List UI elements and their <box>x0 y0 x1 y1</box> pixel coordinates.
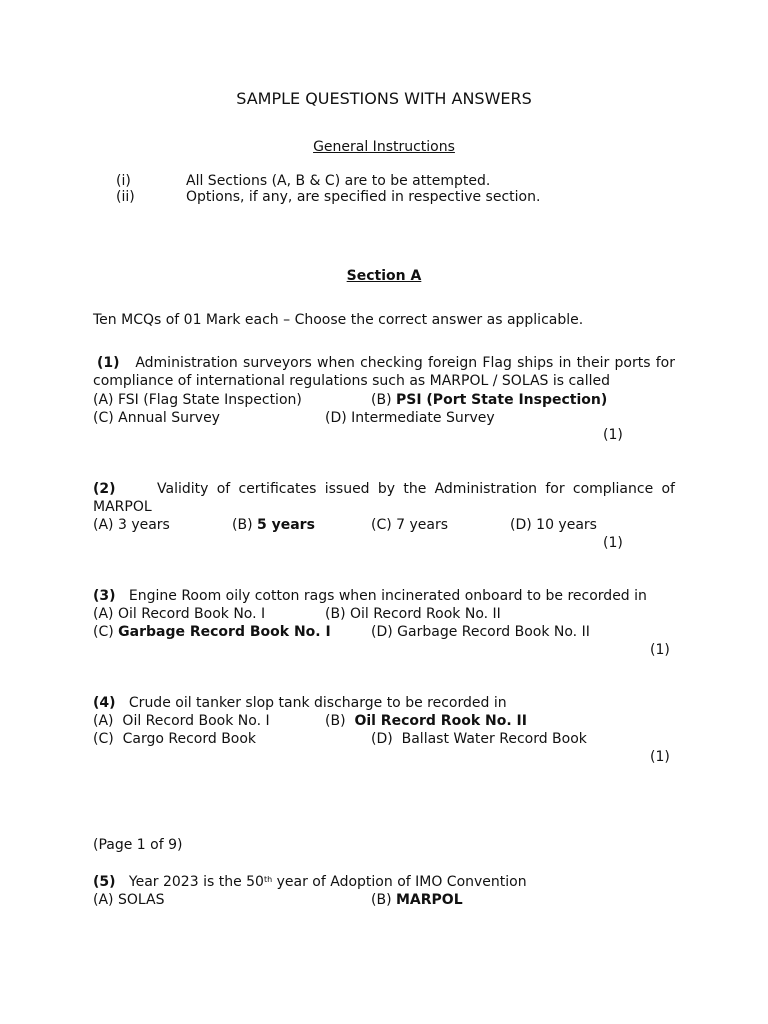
question-1-option-b-correct <box>371 391 607 409</box>
option-label: (B) <box>371 892 392 908</box>
question-3-option-c-correct <box>93 623 331 641</box>
option-text: Cargo Record Book <box>122 731 257 747</box>
question-5-stem <box>93 873 527 891</box>
question-3-number: (3) <box>93 588 116 604</box>
option-label: (C) <box>93 731 114 747</box>
option-label: (D) <box>510 517 532 533</box>
instruction-1-text: All Sections (A, B & C) are to be attempted. <box>186 173 491 189</box>
option-text: 3 years <box>117 517 170 533</box>
question-2-option-b-correct <box>232 516 315 534</box>
question-1-number: (1) <box>97 355 120 371</box>
general-instructions-heading: General Instructions <box>313 139 455 155</box>
option-label: (D) <box>371 624 393 640</box>
question-1-option-a <box>93 391 302 409</box>
option-label: (B) <box>325 713 346 729</box>
question-4-option-b-correct <box>325 712 527 730</box>
option-text: Oil Record Rook No. II <box>349 606 501 622</box>
section-a-intro: Ten MCQs of 01 Mark each – Choose the correct answer as applicable. <box>93 312 584 328</box>
question-2-stem <box>93 480 675 516</box>
option-text: Oil Record Book No. I <box>122 713 270 729</box>
question-5-number: (5) <box>93 874 116 890</box>
question-5-option-b-correct <box>371 891 463 909</box>
option-label: (C) <box>93 624 114 640</box>
option-text: Garbage Record Book No. I <box>118 624 331 640</box>
question-4-option-a <box>93 712 270 730</box>
option-text: 10 years <box>536 517 597 533</box>
instruction-2-text: Options, if any, are specified in respective section. <box>186 189 541 205</box>
question-2-number: (2) <box>93 481 116 497</box>
option-label: (A) <box>93 892 114 908</box>
option-text: FSI (Flag State Inspection) <box>117 392 302 408</box>
instruction-1-number: (i) <box>116 173 131 189</box>
option-label: (A) <box>93 606 114 622</box>
option-label: (D) <box>371 731 393 747</box>
question-4-text: Crude oil tanker slop tank discharge to be recorded in <box>128 695 507 711</box>
option-label: (A) <box>93 392 114 408</box>
option-text: Oil Record Book No. I <box>117 606 266 622</box>
option-label: (D) <box>325 410 347 426</box>
option-text: Annual Survey <box>118 410 220 426</box>
option-label: (C) <box>371 517 392 533</box>
question-2-option-d <box>510 516 597 534</box>
option-label: (B) <box>371 392 392 408</box>
question-5-text-before: Year 2023 is the 50 <box>128 874 264 890</box>
question-3-text: Engine Room oily cotton rags when incinerated onboard to be recorded in <box>128 588 647 604</box>
question-3-option-a <box>93 605 265 623</box>
option-text: MARPOL <box>395 892 463 908</box>
instruction-2-number: (ii) <box>116 189 135 205</box>
question-1-stem <box>93 354 675 390</box>
question-5-ordinal-suffix: th <box>263 875 273 884</box>
question-2-option-a <box>93 516 170 534</box>
question-4-number: (4) <box>93 695 116 711</box>
option-text: Oil Record Rook No. II <box>354 713 527 729</box>
question-4-marks: (1) <box>650 749 670 765</box>
question-2-text: Validity of certificates issued by the Administration for compliance of MARPOL <box>93 481 675 515</box>
question-4-stem <box>93 694 507 712</box>
question-2-marks: (1) <box>603 535 623 551</box>
option-label: (C) <box>93 410 114 426</box>
question-3-option-b <box>325 605 501 623</box>
question-4-option-c <box>93 730 256 748</box>
question-1-text: Administration surveyors when checking foreign Flag ships in their ports for compliance of international regulations such as MARPOL / SOLAS is called <box>93 355 675 389</box>
option-label: (A) <box>93 517 114 533</box>
option-text: SOLAS <box>117 892 165 908</box>
question-5-text-after: year of Adoption of IMO Convention <box>272 874 527 890</box>
option-label: (B) <box>232 517 253 533</box>
option-text: Garbage Record Book No. II <box>397 624 590 640</box>
option-text: 7 years <box>396 517 449 533</box>
question-3-option-d <box>371 623 590 641</box>
option-text: 5 years <box>256 517 315 533</box>
question-1-marks: (1) <box>603 427 623 443</box>
option-text: Intermediate Survey <box>351 410 495 426</box>
question-3-marks: (1) <box>650 642 670 658</box>
question-4-option-d <box>371 730 587 748</box>
option-text: PSI (Port State Inspection) <box>395 392 608 408</box>
question-5-option-a <box>93 891 164 909</box>
question-1-option-c <box>93 409 220 427</box>
option-label: (B) <box>325 606 346 622</box>
option-label: (A) <box>93 713 114 729</box>
page-title: SAMPLE QUESTIONS WITH ANSWERS <box>236 89 532 108</box>
page-indicator: (Page 1 of 9) <box>93 837 183 853</box>
section-a-heading: Section A <box>346 268 422 284</box>
question-1-option-d <box>325 409 495 427</box>
question-2-option-c <box>371 516 448 534</box>
option-text: Ballast Water Record Book <box>401 731 587 747</box>
question-3-stem <box>93 587 647 605</box>
